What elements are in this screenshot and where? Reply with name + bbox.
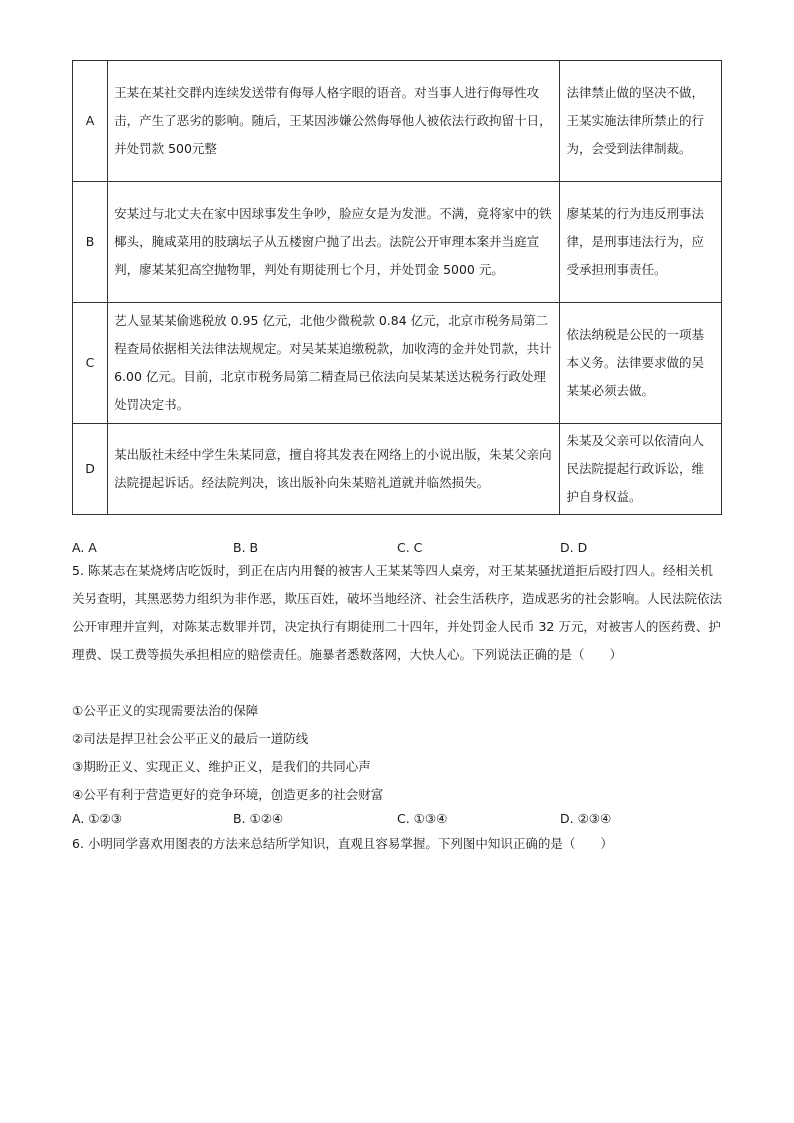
row-description: 安某过与北丈夫在家中因球事发生争吵，脸应女是为发泄。不满，竟将家中的铁椰头，腌咸菜用的肢璃坛子从五楼窗户抛了出去。法院公开审理本案并当庭宣判，廖某某犯高空抛物罪，判处有期徒刑七个月，并处罚金 5000 元。 — [108, 182, 560, 303]
table-row — [73, 182, 722, 303]
row-letter: D — [73, 424, 108, 515]
option-b[interactable]: B. B — [233, 540, 259, 555]
q5-options — [72, 811, 722, 831]
table-row — [73, 424, 722, 515]
option-a[interactable]: A. A — [72, 540, 97, 555]
row-judgement: 朱某及父亲可以依清向人民法院提起行政诉讼，维护自身权益。 — [560, 424, 722, 515]
option-b[interactable]: B. ①②④ — [233, 811, 284, 826]
option-c[interactable]: C. C — [397, 540, 423, 555]
question-6-stem: 6. 小明同学喜欢用图表的方法来总结所学知识，直观且容易掌握。下列图中知识正确的是（ ） — [72, 836, 613, 851]
row-judgement: 廖某某的行为违反刑事法律，是刑事违法行为，应受承担刑事责任。 — [560, 182, 722, 303]
q5-statement-4: ④公平有利于营造更好的竞争环境，创造更多的社会财富 — [72, 787, 384, 802]
option-d[interactable]: D. ②③④ — [560, 811, 612, 826]
q5-statement-2: ②司法是捍卫社会公平正义的最后一道防线 — [72, 731, 309, 746]
q5-statement-3: ③期盼正义、实现正义、维护正义，是我们的共同心声 — [72, 759, 371, 774]
row-letter: A — [73, 61, 108, 182]
row-judgement: 依法纳税是公民的一项基本义务。法律要求做的吴某某必须去做。 — [560, 303, 722, 424]
row-judgement: 法律禁止做的坚决不做，王某实施法律所禁止的行为，会受到法律制裁。 — [560, 61, 722, 182]
option-a[interactable]: A. ①②③ — [72, 811, 122, 826]
row-description: 某出版社未经中学生朱某同意，擅自将其发表在网络上的小说出版，朱某父亲向法院提起诉话。经法院判决，该出版补向朱某赔礼道就并临然损失。 — [108, 424, 560, 515]
options-table — [72, 60, 722, 515]
row-description: 王某在某社交群内连续发送带有侮辱人格字眼的语音。对当事人进行侮辱性攻击，产生了恶劣的影响。随后，王某因涉嫌公然侮辱他人被依法行政拘留十日，并处罚款 500元整 — [108, 61, 560, 182]
q5-statement-1: ①公平正义的实现需要法治的保障 — [72, 703, 259, 718]
table-row — [73, 61, 722, 182]
row-letter: C — [73, 303, 108, 424]
option-d[interactable]: D. D — [560, 540, 588, 555]
table-row — [73, 303, 722, 424]
row-letter: B — [73, 182, 108, 303]
question-5-stem: 5. 陈某志在某烧烤店吃饭时，到正在店内用餐的被害人王某某等四人桌旁，对王某某骚扰道拒后殴打四人。经相关机关另查明，其黑恶势力组织为非作恶，欺压百姓，破坏当地经济、社会生活秩序，造成恶劣的社会影响。人民法院依法公开审理并宣判，对陈某志数罪并罚，决定执行有期徒刑二十四年，并处罚金人民币 32 万元，对被害人的医药费、护理费、误工费等损失承担相应的赔偿责任。施暴者悉数落网，大快人心。下列说法正确的是（ ） — [72, 563, 723, 662]
option-c[interactable]: C. ①③④ — [397, 811, 448, 826]
row-description: 艺人显某某偷逃税放 0.95 亿元，北他少微税款 0.84 亿元，北京市税务局第二程查局依据相关法律法规规定。对吴某某追缴税款，加收湾的金并处罚款，共计 6.00 亿元。目前，北京市税务局第二精查局已依法向吴某某送达税务行政处理处罚决定书。 — [108, 303, 560, 424]
